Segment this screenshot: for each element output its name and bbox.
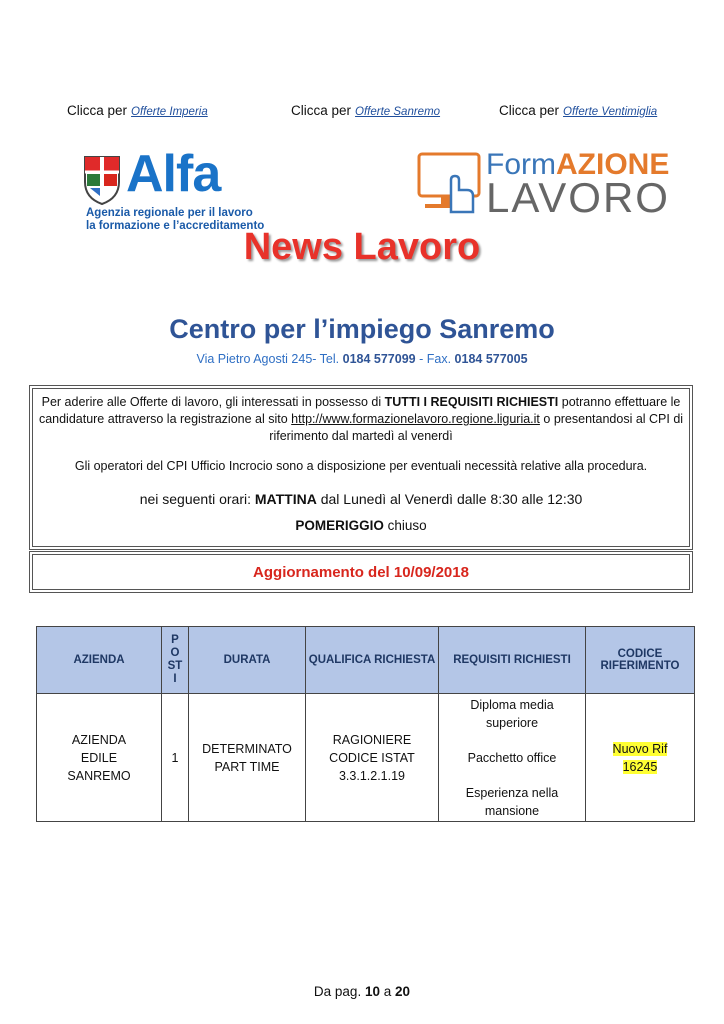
update-box — [29, 551, 693, 593]
info-line-hours — [30, 491, 692, 508]
offers-table — [36, 626, 695, 822]
update-date: Aggiornamento del 10/09/2018 — [253, 564, 469, 581]
azienda-line: AZIENDA — [71, 732, 127, 747]
address-tel: 0184 577099 — [342, 352, 416, 366]
hours-text: nei seguenti orari: — [139, 491, 251, 507]
info-text: candidature attraverso la registrazione al sito — [38, 412, 288, 426]
hours-text: dal Lunedì al Venerdì dalle 8:30 alle 12:30 — [320, 491, 583, 507]
center-title: Centro per l’impiego Sanremo — [169, 314, 555, 344]
link-prefix: Clicca per — [67, 103, 128, 118]
header-posti-3: ST — [167, 660, 183, 672]
info-text: o presentandosi al CPI di — [543, 412, 684, 426]
hours-morning: MATTINA — [254, 491, 317, 507]
requisiti-line: superiore — [485, 715, 539, 730]
codice-line-2: 16245 — [622, 759, 658, 774]
qualifica-line: 3.3.1.2.1.19 — [338, 768, 406, 783]
cell-durata — [189, 694, 306, 822]
header-posti-1: P — [171, 634, 179, 646]
header-codice — [586, 627, 695, 694]
address-line — [0, 352, 724, 366]
header-posti — [162, 627, 189, 694]
info-line-1 — [30, 394, 692, 411]
alfa-wordmark: Alfa — [126, 145, 221, 203]
info-line-afternoon — [30, 517, 692, 534]
link-prefix: Clicca per — [291, 103, 352, 118]
qualifica-line: RAGIONIERE — [332, 732, 412, 747]
header-posti-2: O — [170, 647, 180, 659]
link-sanremo-group — [291, 103, 440, 118]
formazione-part-azione: AZIONE — [556, 148, 670, 181]
header-codice-2: RIFERIMENTO — [600, 660, 680, 672]
cell-qualifica — [306, 694, 439, 822]
durata-line: PART TIME — [214, 759, 280, 774]
header-requisiti: REQUISITI RICHIESTI — [439, 627, 586, 694]
address-street: Via Pietro Agosti 245- Tel. — [196, 352, 340, 366]
liguria-shield-icon — [82, 154, 122, 206]
table-row — [37, 694, 695, 822]
requisiti-line: mansione — [484, 803, 540, 818]
address-fax: 0184 577005 — [454, 352, 528, 366]
header-qualifica: QUALIFICA RICHIESTA — [306, 627, 439, 694]
azienda-line: EDILE — [80, 750, 118, 765]
link-offerte-sanremo[interactable]: Offerte Sanremo — [355, 106, 441, 118]
requisiti-line: Pacchetto office — [467, 750, 557, 765]
cell-codice — [586, 694, 695, 822]
hours-afternoon: POMERIGGIO — [295, 518, 384, 533]
info-line-4: Gli operatori del CPI Ufficio Incrocio sono a disposizione per eventuali necessità relative alla procedura. — [74, 459, 648, 473]
computer-hand-icon — [415, 150, 487, 216]
link-ventimiglia-group — [499, 103, 657, 118]
page-footer — [0, 984, 724, 999]
info-box — [29, 385, 693, 550]
header-azienda: AZIENDA — [37, 627, 162, 694]
website-link[interactable]: http://www.formazionelavoro.regione.liguria.it — [291, 412, 540, 426]
info-line-3: riferimento dal martedì al venerdì — [269, 429, 453, 443]
requisiti-line: Diploma media — [470, 697, 554, 712]
hours-text: chiuso — [387, 518, 427, 533]
info-text: Per aderire alle Offerte di lavoro, gli interessati in possesso di — [41, 395, 382, 409]
azienda-line: SANREMO — [67, 768, 131, 783]
footer-page: 10 — [364, 984, 380, 999]
codice-line-1: Nuovo Rif — [612, 741, 668, 756]
header-durata: DURATA — [189, 627, 306, 694]
requisiti-line: Esperienza nella — [465, 785, 559, 800]
formazione-part-form: Form — [486, 148, 556, 181]
top-links — [0, 103, 724, 123]
qualifica-line: CODICE ISTAT — [329, 750, 415, 765]
durata-line: DETERMINATO — [202, 741, 292, 756]
cell-requisiti — [439, 694, 586, 822]
formazione-lavoro-logo — [415, 148, 675, 221]
alfa-subtitle-line-2: la formazione e l’accreditamento — [86, 220, 265, 232]
footer-mid: a — [383, 984, 392, 999]
footer-total: 20 — [395, 984, 411, 999]
link-offerte-imperia[interactable]: Offerte Imperia — [131, 106, 208, 118]
lavoro-text: LAVORO — [486, 174, 670, 221]
header-codice-1: CODICE — [617, 648, 663, 660]
link-imperia-group — [67, 103, 208, 118]
alfa-subtitle-line-1: Agenzia regionale per il lavoro — [86, 207, 253, 219]
cell-posti: 1 — [162, 694, 189, 822]
address-fax-label: - Fax. — [419, 352, 452, 366]
info-line-2 — [30, 411, 692, 428]
header-posti-4: I — [173, 673, 177, 685]
link-prefix: Clicca per — [499, 103, 560, 118]
news-title: News Lavoro — [243, 226, 481, 268]
link-offerte-ventimiglia[interactable]: Offerte Ventimiglia — [563, 106, 658, 118]
info-requirements: TUTTI I REQUISITI RICHIESTI — [384, 395, 559, 409]
footer-prefix: Da pag. — [313, 984, 362, 999]
cell-azienda — [37, 694, 162, 822]
info-text: potranno effettuare le — [561, 395, 681, 409]
table-header-row — [37, 627, 695, 694]
